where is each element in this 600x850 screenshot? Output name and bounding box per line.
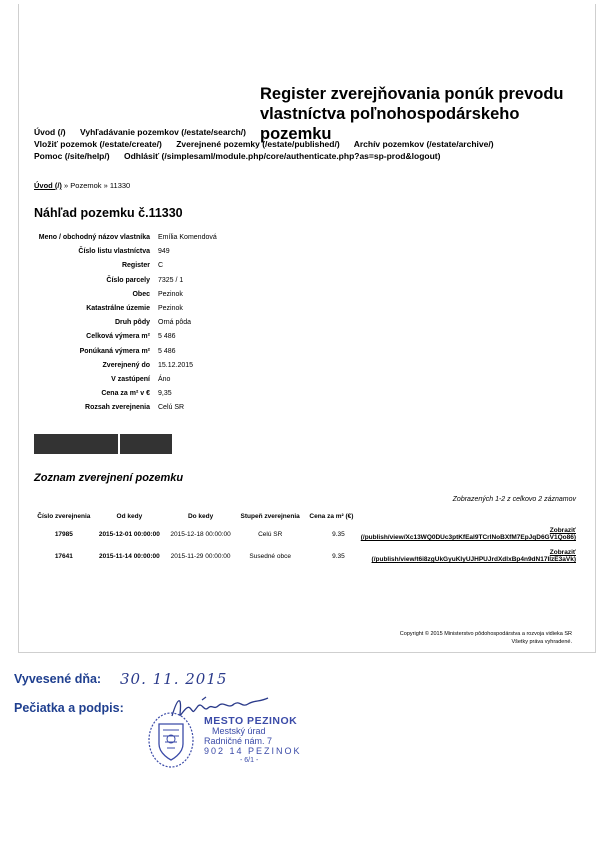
breadcrumb-current: 11330 (109, 181, 131, 190)
detail-label: Cena za m² v € (101, 390, 150, 398)
column-header (359, 510, 578, 523)
cell-level: Susedné obce (249, 552, 291, 560)
detail-label: Meno / obchodný názov vlastníka (38, 234, 150, 241)
view-link[interactable]: Zobraziť (/publish/view/Xc13WQ0DUc3ptKfEal9TCrlNoBXfM7EpJqD6GV1Qo86) (360, 527, 576, 541)
footer (292, 630, 572, 646)
detail-row-price (34, 389, 334, 398)
detail-label: Zverejnený do (102, 361, 150, 369)
detail-row-register (34, 261, 334, 270)
copyright: Copyright © 2015 Ministerstvo pôdohospodárstva a rozvoja vidieka SR (399, 631, 572, 637)
detail-label: Druh pôdy (115, 319, 150, 327)
cell-to: 2015-12-18 00:00:00 (170, 530, 231, 538)
nav-item-archive[interactable]: Archív pozemkov (/estate/archive/) (353, 139, 494, 149)
detail-row-offered-area (34, 347, 334, 356)
nav-item-search[interactable]: Vyhľadávanie pozemkov (/estate/search/) (80, 127, 246, 137)
detail-label: Číslo parcely (106, 276, 150, 284)
nav-item-create[interactable]: Vložiť pozemok (/estate/create/) (34, 139, 162, 149)
detail-value: 5 486 (158, 333, 176, 341)
main-nav (34, 126, 514, 162)
table-row (34, 545, 578, 567)
breadcrumb-separator: » (103, 181, 108, 190)
detail-row-total-area (34, 332, 334, 341)
detail-value: 15.12.2015 (158, 361, 194, 369)
breadcrumb-separator: » (64, 181, 69, 190)
action-buttons (34, 434, 172, 454)
detail-value: Orná pôda (158, 319, 192, 327)
detail-row-land-type (34, 318, 334, 327)
detail-label: Obec (132, 290, 150, 298)
detail-value: 9,35 (158, 390, 172, 398)
detail-label: Celková výmera m² (86, 333, 150, 341)
posted-label: Vyvesené dňa: (14, 672, 102, 686)
detail-label: Ponúkaná výmera m² (79, 347, 150, 355)
breadcrumb-home[interactable]: Úvod (/) (34, 181, 62, 190)
detail-value: 7325 / 1 (158, 276, 184, 284)
rights-reserved: Všetky práva vyhradené. (511, 639, 572, 645)
detail-row-municipality (34, 290, 334, 299)
breadcrumb (34, 181, 130, 190)
site-title: Register zverejňovania ponúk prevodu vlastníctva poľnohospodárskeho pozemku (260, 85, 564, 143)
detail-row-scope (34, 403, 334, 412)
stamp-line: Mestský úrad (212, 726, 266, 736)
publications-title: Zoznam zverejnení pozemku (34, 472, 184, 484)
column-header: Cena za m² (€) (309, 513, 354, 520)
stamp-line: Radničné nám. 7 (204, 736, 273, 746)
column-header: Číslo zverejnenia (37, 513, 91, 520)
detail-value: 949 (158, 248, 170, 256)
stamp-line: 902 14 PEZINOK (204, 746, 302, 756)
action-button-secondary[interactable] (120, 434, 172, 454)
estate-details (34, 233, 334, 417)
detail-row-owner (34, 233, 334, 242)
detail-value: Emília Komendová (158, 234, 217, 241)
nav-item-logout[interactable]: Odhlásiť (/simplesaml/module.php/core/authenticate.php?as=sp-prod&logout) (123, 151, 441, 161)
table-header-row (34, 510, 578, 523)
table-row (34, 523, 578, 545)
coat-of-arms-seal (146, 710, 196, 770)
stamp-line: - 6/1 - (240, 757, 259, 764)
column-header: Od kedy (116, 513, 143, 520)
detail-label: Katastrálne územie (86, 304, 150, 312)
detail-value: Pezinok (158, 304, 183, 312)
nav-item-published[interactable]: Zverejnené pozemky (/estate/published/) (176, 139, 340, 149)
detail-value: Pezinok (158, 290, 183, 298)
cell-to: 2015-11-29 00:00:00 (170, 552, 231, 560)
cell-from: 2015-12-01 00:00:00 (98, 530, 160, 538)
stamp-line: MESTO PEZINOK (204, 715, 298, 727)
breadcrumb-section: Pozemok (70, 181, 102, 190)
page-title: Náhľad pozemku č.11330 (34, 206, 183, 220)
detail-row-cadastre (34, 304, 334, 313)
detail-row-lv (34, 247, 334, 256)
detail-value: 5 486 (158, 347, 176, 355)
cell-price: 9.35 (332, 530, 345, 538)
cell-price: 9.35 (332, 552, 345, 560)
detail-row-parcel (34, 276, 334, 285)
cell-level: Celú SR (258, 530, 283, 538)
signature-label: Pečiatka a podpis: (14, 701, 124, 715)
cell-number: 17641 (54, 552, 73, 560)
stamp-text (204, 716, 302, 766)
detail-row-representation (34, 375, 334, 384)
nav-item-home[interactable]: Úvod (/) (34, 127, 66, 137)
action-button-primary[interactable] (34, 434, 118, 454)
detail-label: V zastúpení (111, 375, 150, 383)
nav-item-help[interactable]: Pomoc (/site/help/) (34, 151, 110, 161)
posted-date-handwritten: 30. 11. 2015 (120, 670, 228, 688)
detail-label: Rozsah zverejnenia (85, 404, 150, 412)
column-header: Do kedy (187, 513, 214, 520)
detail-label: Register (121, 262, 150, 270)
cell-from: 2015-11-14 00:00:00 (99, 552, 160, 560)
column-header: Stupeň zverejnenia (240, 513, 300, 520)
view-link[interactable]: Zobraziť (/publish/view/t6i8zgUkGyuKIyUJHPUJrdXdlxBp4n9dN17IlzE3aVk) (371, 549, 576, 563)
detail-value: Áno (158, 375, 171, 383)
detail-row-published-until (34, 361, 334, 370)
publications-table (34, 510, 578, 567)
detail-label: Číslo listu vlastníctva (78, 248, 150, 256)
detail-value: C (158, 262, 164, 270)
publications-summary: Zobrazených 1-2 z celkovo 2 záznamov (452, 496, 576, 503)
cell-number: 17985 (54, 530, 73, 538)
detail-value: Celú SR (158, 404, 185, 412)
